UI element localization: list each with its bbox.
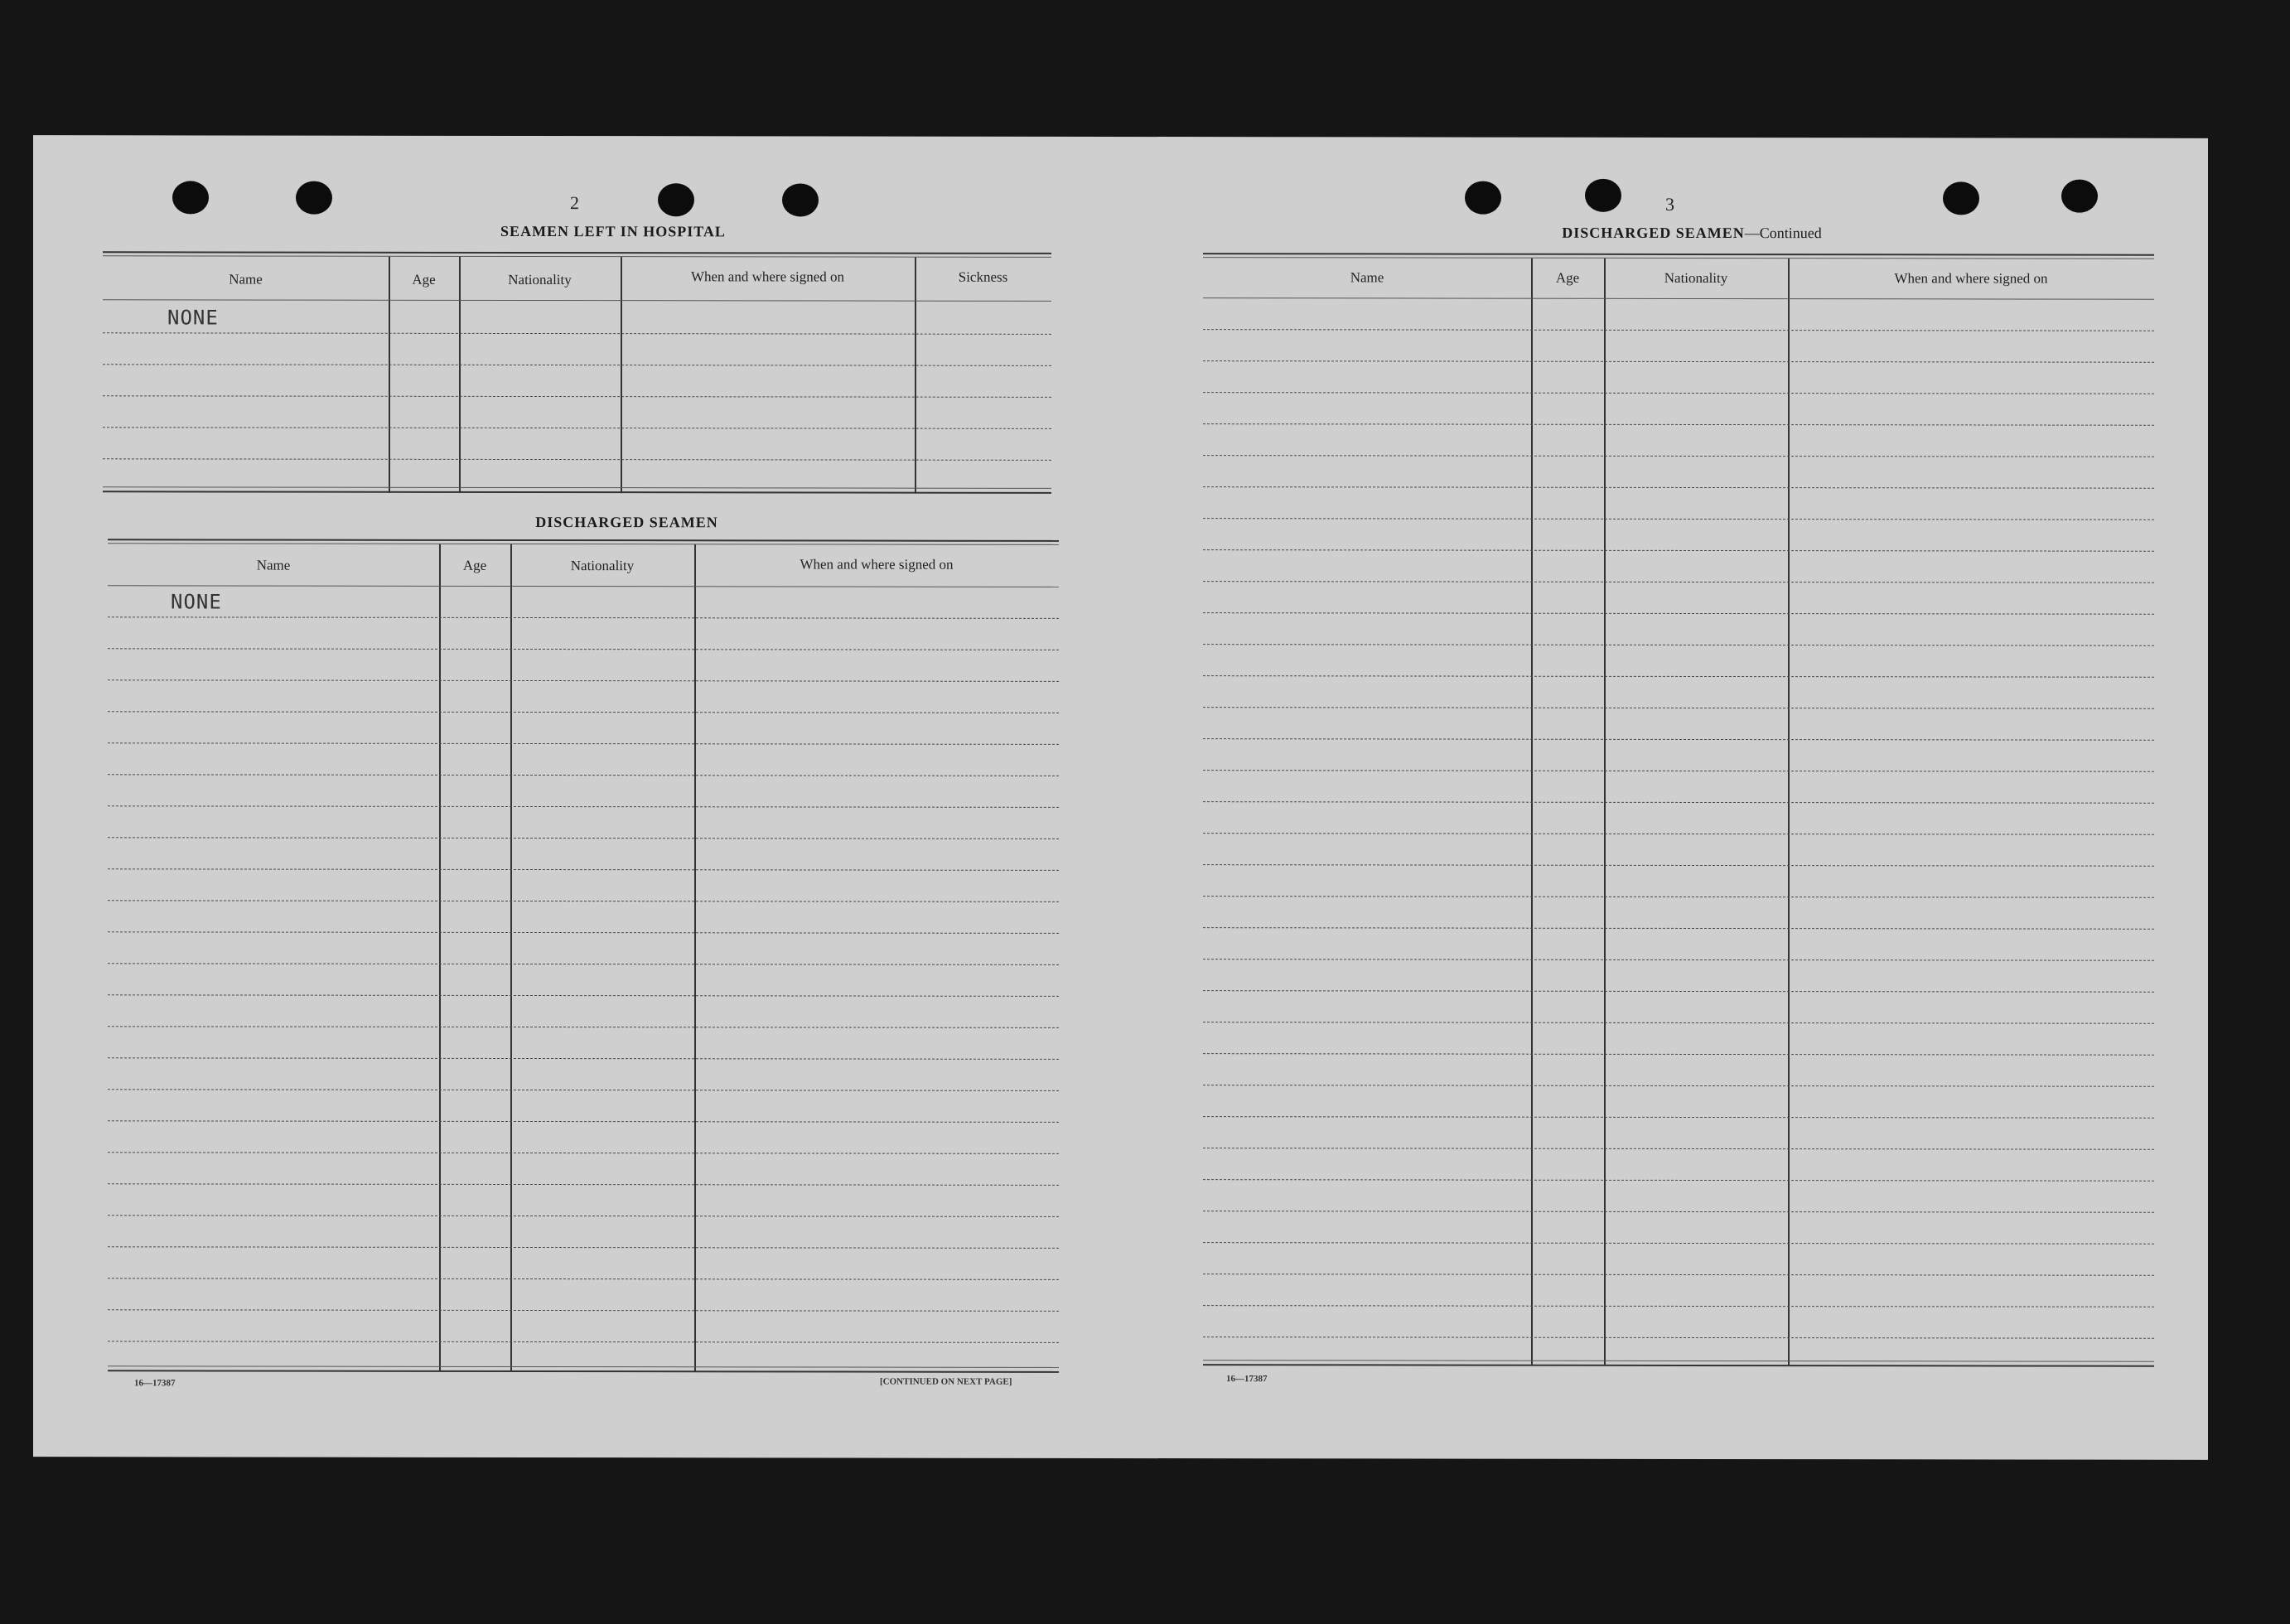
punch-hole [1943, 181, 1979, 215]
table-row [1203, 1116, 2154, 1119]
col-header-nationality: Nationality [508, 271, 572, 288]
table-top-rule [103, 251, 1051, 254]
punch-hole [296, 181, 332, 215]
table-top-rule [108, 543, 1059, 545]
continued-note: [CONTINUED ON NEXT PAGE] [880, 1376, 1012, 1387]
punch-hole [658, 183, 694, 216]
table-row [108, 900, 1059, 902]
col-header-age: Age [412, 271, 436, 288]
table-row [1203, 1305, 2154, 1307]
col-header-signed-on: When and where signed on [690, 268, 845, 285]
table-row [108, 679, 1059, 682]
col-header-nationality: Nationality [1664, 269, 1728, 287]
discharged-continued-title [1203, 224, 2181, 243]
table-row [1203, 329, 2154, 331]
table-row [108, 963, 1059, 965]
col-header-signed-on: When and where signed on [1894, 270, 2048, 287]
form-number-left: 16—17387 [134, 1378, 176, 1389]
col-header-name: Name [256, 557, 291, 573]
table-row [103, 395, 1051, 398]
table-row [1203, 738, 2154, 741]
table-row [1203, 581, 2154, 583]
table-row [108, 1026, 1059, 1028]
column-divider [621, 257, 622, 493]
table-row [1203, 864, 2154, 867]
table-row [1203, 644, 2154, 646]
table-row [1203, 360, 2154, 363]
col-header-age: Age [1555, 269, 1580, 286]
table-bottom-rule [103, 486, 1051, 489]
table-row [108, 931, 1059, 934]
table-row [108, 1309, 1059, 1312]
table-row [1203, 1211, 2154, 1213]
table-row [108, 774, 1059, 776]
table-row [108, 837, 1059, 839]
table-row [108, 1278, 1059, 1280]
discharged-section-title: DISCHARGED SEAMEN [535, 514, 718, 531]
table-row [108, 1152, 1059, 1154]
table-row [108, 616, 1059, 619]
table-top-rule [1203, 253, 2154, 256]
table-row [108, 1120, 1059, 1123]
punch-hole [782, 183, 819, 216]
col-header-age: Age [462, 557, 487, 573]
punch-hole [172, 181, 209, 214]
table-row [108, 1215, 1059, 1217]
hospital-table [103, 251, 1051, 493]
table-bottom-rule [108, 1365, 1059, 1368]
discharged-table [108, 539, 1059, 1371]
table-row [103, 427, 1051, 429]
column-divider [915, 258, 916, 494]
hospital-section-title: SEAMEN LEFT IN HOSPITAL [500, 222, 726, 240]
table-bottom-rule [103, 491, 1051, 494]
table-row [1203, 1274, 2154, 1276]
col-header-sickness: Sickness [958, 268, 1008, 285]
table-row [108, 1089, 1059, 1091]
table-row [1203, 833, 2154, 835]
table-row [108, 742, 1059, 745]
table-row [1203, 770, 2154, 772]
table-row [108, 1341, 1059, 1343]
col-header-signed-on: When and where signed on [800, 556, 954, 573]
table-row [103, 332, 1051, 335]
table-row [1203, 1336, 2154, 1339]
table-row [1203, 675, 2154, 678]
table-row [1203, 1022, 2154, 1024]
table-row [1203, 896, 2154, 898]
table-row [108, 868, 1059, 871]
hospital-none-entry: NONE [167, 306, 219, 330]
discharged-continued-main: DISCHARGED SEAMEN [1562, 224, 1745, 242]
table-row [108, 648, 1059, 650]
table-row [1203, 1053, 2154, 1056]
table-row [108, 1246, 1059, 1249]
table-row [108, 1183, 1059, 1186]
continued-suffix: —Continued [1744, 225, 1822, 242]
table-row [103, 458, 1051, 461]
document-spread [33, 135, 2208, 1460]
table-bottom-rule [1203, 1364, 2154, 1367]
col-header-nationality: Nationality [570, 558, 635, 574]
table-top-rule [108, 539, 1059, 542]
table-row [108, 1057, 1059, 1060]
col-header-name: Name [229, 271, 263, 288]
form-number-right: 16—17387 [1226, 1374, 1268, 1385]
table-row [1203, 1085, 2154, 1087]
page-number-right: 3 [1665, 193, 1674, 215]
header-underline [108, 585, 1059, 587]
table-row [1203, 549, 2154, 552]
table-top-rule [1203, 257, 2154, 259]
table-top-rule [103, 255, 1051, 258]
table-row [103, 364, 1051, 366]
table-bottom-rule [108, 1370, 1059, 1373]
table-row [1203, 1179, 2154, 1182]
table-row [108, 711, 1059, 713]
table-row [1203, 392, 2154, 394]
page-number-left: 2 [570, 192, 579, 214]
column-divider [459, 257, 461, 493]
table-row [1203, 801, 2154, 804]
table-row [108, 805, 1059, 808]
table-row [1203, 927, 2154, 930]
column-divider [389, 257, 390, 493]
table-row [1203, 455, 2154, 457]
table-row [108, 994, 1059, 997]
table-row [1203, 990, 2154, 993]
table-row [1203, 1242, 2154, 1245]
punch-hole [1465, 181, 1501, 215]
discharged-continued-table [1203, 253, 2154, 1369]
punch-hole [1585, 179, 1621, 212]
header-underline [103, 299, 1051, 302]
header-underline [1203, 297, 2154, 300]
table-row [1203, 486, 2154, 489]
table-row [1203, 612, 2154, 615]
table-row [1203, 518, 2154, 520]
table-row [1203, 707, 2154, 709]
table-row [1203, 423, 2154, 426]
col-header-name: Name [1350, 269, 1384, 286]
table-row [1203, 959, 2154, 961]
punch-hole [2061, 180, 2098, 213]
discharged-none-entry: NONE [171, 590, 222, 614]
table-row [1203, 1148, 2154, 1150]
table-bottom-rule [1203, 1360, 2154, 1362]
